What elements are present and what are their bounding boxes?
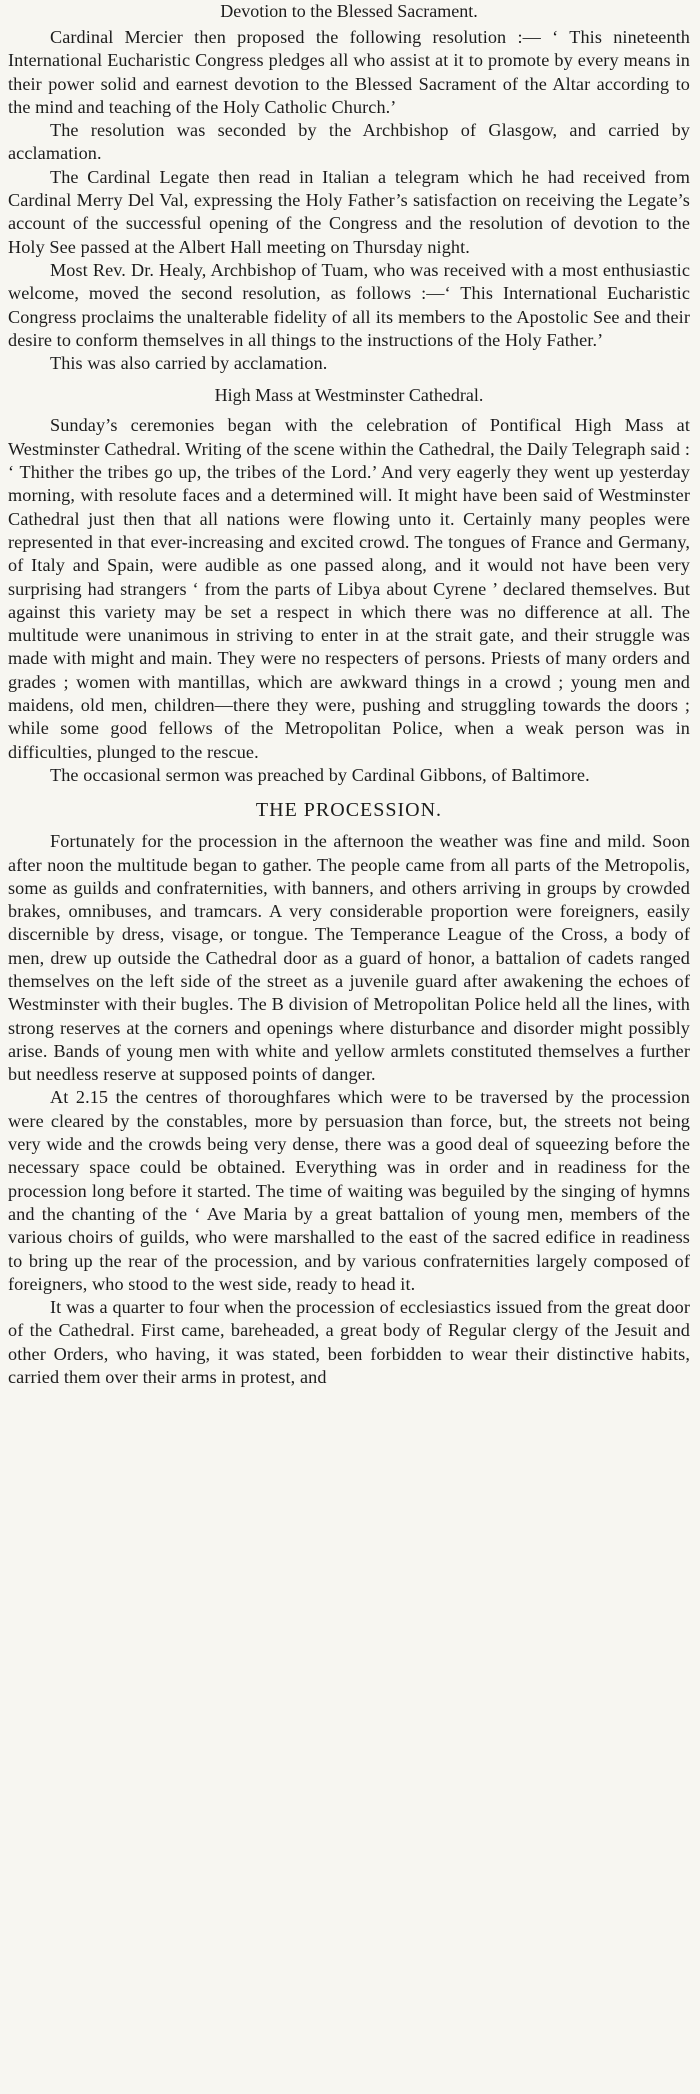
paragraph: Cardinal Mercier then proposed the following resolution :— ‘ This nineteenth International Eucharistic Congress pledges all who assist at it to promote by every means in their power solid and earnest devotion to the Blessed Sacrament of the Altar according to the mind and teaching of the Holy Catholic Church.’: [8, 27, 690, 117]
paragraph: Sunday’s ceremonies began with the celebration of Pontifical High Mass at Westminster Cathedral. Writing of the scene within the Cathedral, the Daily Telegraph said : ‘ Thither the tribes go up, the tribes of the Lord.’ And very eagerly they went up yesterday morning, with resolute faces and a determined will. It might have been said of Westminster Cathedral just then that all nations were flowing unto it. Certainly many peoples were represented in that ever-increasing and excited crowd. The tongues of France and Germany, of Italy and Spain, were audible as one passed along, and it would not have been very surprising had strangers ‘ from the parts of Libya about Cyrene ’ declared themselves. But against this variety may be set a respect in which there was no difference at all. The multitude were unanimous in striving to enter in at the strait gate, and their struggle was made with might and main. They were no respecters of persons. Priests of many orders and grades ; women with mantillas, which are awkward things in a crowd ; young men and maidens, old men, children—there they were, pushing and struggling towards the doors ; while some good fellows of the Metropolitan Police, when a weak person was in difficulties, plunged to the rescue.: [8, 415, 690, 762]
section-heading-devotion: Devotion to the Blessed Sacrament.: [220, 1, 478, 21]
section-heading-procession: THE PROCESSION.: [255, 799, 443, 822]
paragraph: The Cardinal Legate then read in Italian a telegram which he had received from Cardinal Merry Del Val, expressing the Holy Father’s satisfaction on receiving the Legate’s account of the successful opening of the Congress and the resolution of devotion to the Holy See passed at the Albert Hall meeting on Thursday night.: [8, 166, 690, 257]
paragraph: This was also carried by acclamation.: [50, 353, 328, 374]
paragraph: Fortunately for the procession in the afternoon the weather was fine and mild. Soon after noon the multitude began to gather. The people came from all parts of the Metropolis, some as guilds and confraternities, with banners, and others arriving in groups by crowded brakes, omnibuses, and tramcars. A very considerable proportion were foreigners, easily discernible by dress, visage, or tongue. The Temperance League of the Cross, a body of men, drew up outside the Cathedral door as a guard of honor, a battalion of cadets ranged themselves on the left side of the street as a juvenile guard after awakening the echoes of Westminster with their bugles. The B division of Metropolitan Police held all the lines, with strong reserves at the corners and openings where disturbance and disorder might possibly arise. Bands of young men with white and yellow armlets constituted themselves a further but needless reserve at supposed points of danger.: [8, 831, 690, 1085]
paragraph: The occasional sermon was preached by Cardinal Gibbons, of Baltimore.: [50, 764, 590, 785]
paragraph: Most Rev. Dr. Healy, Archbishop of Tuam, who was received with a most enthusiastic welcome, moved the second resolution, as follows :—‘ This International Eucharistic Congress proclaims the unalterable fidelity of all its members to the Apostolic See and their desire to conform themselves in all things to the instructions of the Holy Father.’: [8, 259, 690, 350]
section-heading-high-mass: High Mass at Westminster Cathedral.: [214, 385, 484, 406]
paragraph: At 2.15 the centres of thoroughfares which were to be traversed by the procession were cleared by the constables, more by persuasion than force, but, the streets not being very wide and the crowds being very dense, there was a good deal of squeezing before the necessary space could be obtained. Everything was in order and in readiness for the procession long before it started. The time of waiting was beguiled by the singing of hymns and the chanting of the ‘ Ave Maria by a great battalion of young men, members of the various choirs of guilds, who were marshalled to the east of the sacred edifice in readiness to bring up the rear of the procession, and by various confraternities largely composed of foreigners, who stood to the west side, ready to head it.: [8, 1087, 690, 1294]
paragraph: The resolution was seconded by the Archbishop of Glasgow, and carried by acclamation.: [8, 120, 690, 164]
paragraph: It was a quarter to four when the procession of ecclesiastics issued from the great door of the Cathedral. First came, bareheaded, a great body of Regular clergy of the Jesuit and other Orders, who having, it was stated, been forbidden to wear their distinctive habits, carried them over their arms in protest, and: [8, 1297, 690, 1388]
